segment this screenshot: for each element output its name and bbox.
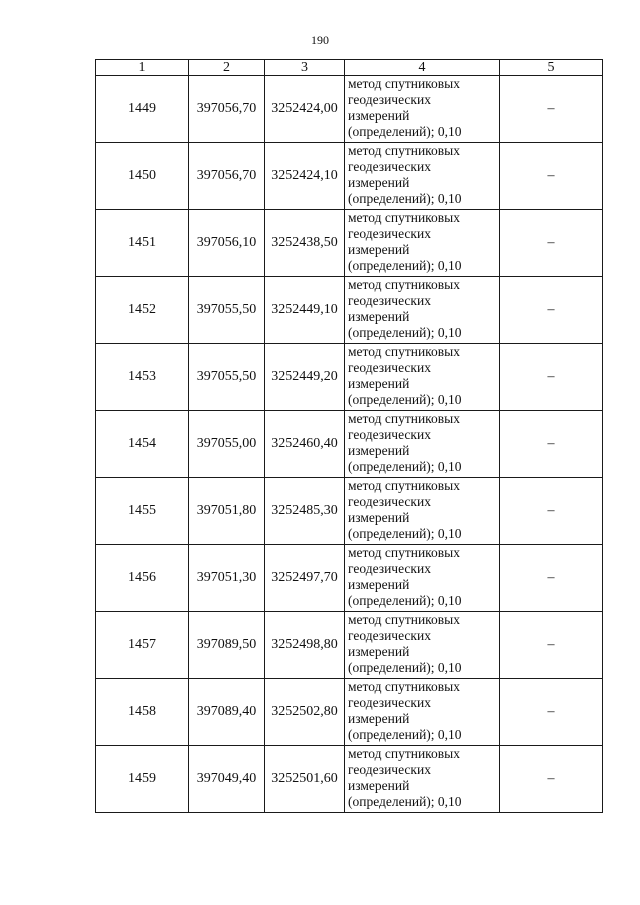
point-number-cell: 1457 bbox=[96, 612, 189, 679]
method-line: (определений); 0,10 bbox=[348, 191, 462, 206]
x-coordinate-cell: 397056,70 bbox=[189, 76, 265, 143]
table-row bbox=[96, 76, 603, 143]
method-line: (определений); 0,10 bbox=[348, 727, 462, 742]
table-row bbox=[96, 612, 603, 679]
column-header-3: 3 bbox=[265, 60, 345, 76]
note-cell: – bbox=[500, 411, 603, 478]
method-line: метод спутниковых bbox=[348, 746, 460, 761]
x-coordinate-cell: 397056,70 bbox=[189, 143, 265, 210]
x-coordinate-cell: 397056,10 bbox=[189, 210, 265, 277]
note-cell: – bbox=[500, 210, 603, 277]
method-cell bbox=[345, 411, 500, 478]
method-line: (определений); 0,10 bbox=[348, 593, 462, 608]
method-cell bbox=[345, 746, 500, 813]
method-cell bbox=[345, 679, 500, 746]
method-line: геодезических bbox=[348, 494, 431, 509]
method-line: геодезических bbox=[348, 159, 431, 174]
y-coordinate-cell: 3252498,80 bbox=[265, 612, 345, 679]
method-line: метод спутниковых bbox=[348, 545, 460, 560]
page-number: 190 bbox=[311, 33, 329, 47]
method-line: метод спутниковых bbox=[348, 344, 460, 359]
point-number-cell: 1451 bbox=[96, 210, 189, 277]
method-line: (определений); 0,10 bbox=[348, 325, 462, 340]
method-line: измерений bbox=[348, 443, 410, 458]
method-cell bbox=[345, 344, 500, 411]
x-coordinate-cell: 397055,50 bbox=[189, 344, 265, 411]
note-cell: – bbox=[500, 746, 603, 813]
coordinates-table bbox=[95, 59, 603, 813]
method-cell bbox=[345, 143, 500, 210]
method-cell bbox=[345, 277, 500, 344]
method-line: метод спутниковых bbox=[348, 143, 460, 158]
y-coordinate-cell: 3252449,20 bbox=[265, 344, 345, 411]
table-row bbox=[96, 344, 603, 411]
method-line: измерений bbox=[348, 175, 410, 190]
x-coordinate-cell: 397055,00 bbox=[189, 411, 265, 478]
column-header-2: 2 bbox=[189, 60, 265, 76]
method-line: геодезических bbox=[348, 92, 431, 107]
y-coordinate-cell: 3252485,30 bbox=[265, 478, 345, 545]
method-line: измерений bbox=[348, 309, 410, 324]
method-line: измерений bbox=[348, 510, 410, 525]
method-line: геодезических bbox=[348, 561, 431, 576]
point-number-cell: 1450 bbox=[96, 143, 189, 210]
method-cell bbox=[345, 210, 500, 277]
method-cell bbox=[345, 612, 500, 679]
method-line: метод спутниковых bbox=[348, 210, 460, 225]
table-row bbox=[96, 545, 603, 612]
method-line: (определений); 0,10 bbox=[348, 124, 462, 139]
method-line: метод спутниковых bbox=[348, 478, 460, 493]
y-coordinate-cell: 3252497,70 bbox=[265, 545, 345, 612]
point-number-cell: 1453 bbox=[96, 344, 189, 411]
table-row bbox=[96, 746, 603, 813]
method-line: (определений); 0,10 bbox=[348, 258, 462, 273]
method-line: метод спутниковых bbox=[348, 679, 460, 694]
table-row bbox=[96, 679, 603, 746]
x-coordinate-cell: 397051,80 bbox=[189, 478, 265, 545]
point-number-cell: 1449 bbox=[96, 76, 189, 143]
method-line: геодезических bbox=[348, 293, 431, 308]
method-line: метод спутниковых bbox=[348, 76, 460, 91]
method-line: (определений); 0,10 bbox=[348, 459, 462, 474]
method-line: геодезических bbox=[348, 695, 431, 710]
point-number-cell: 1455 bbox=[96, 478, 189, 545]
method-line: измерений bbox=[348, 376, 410, 391]
table-row bbox=[96, 277, 603, 344]
y-coordinate-cell: 3252424,00 bbox=[265, 76, 345, 143]
method-line: метод спутниковых bbox=[348, 277, 460, 292]
method-cell bbox=[345, 76, 500, 143]
method-line: (определений); 0,10 bbox=[348, 392, 462, 407]
method-line: геодезических bbox=[348, 762, 431, 777]
x-coordinate-cell: 397049,40 bbox=[189, 746, 265, 813]
column-header-1: 1 bbox=[96, 60, 189, 76]
method-cell bbox=[345, 478, 500, 545]
table-header bbox=[96, 60, 603, 76]
method-line: метод спутниковых bbox=[348, 411, 460, 426]
note-cell: – bbox=[500, 545, 603, 612]
x-coordinate-cell: 397089,40 bbox=[189, 679, 265, 746]
header-row bbox=[96, 60, 603, 76]
point-number-cell: 1456 bbox=[96, 545, 189, 612]
method-line: (определений); 0,10 bbox=[348, 660, 462, 675]
y-coordinate-cell: 3252460,40 bbox=[265, 411, 345, 478]
method-line: измерений bbox=[348, 778, 410, 793]
x-coordinate-cell: 397089,50 bbox=[189, 612, 265, 679]
x-coordinate-cell: 397051,30 bbox=[189, 545, 265, 612]
y-coordinate-cell: 3252424,10 bbox=[265, 143, 345, 210]
column-header-5: 5 bbox=[500, 60, 603, 76]
table-row bbox=[96, 411, 603, 478]
method-line: геодезических bbox=[348, 226, 431, 241]
method-line: геодезических bbox=[348, 427, 431, 442]
table-row bbox=[96, 143, 603, 210]
note-cell: – bbox=[500, 344, 603, 411]
y-coordinate-cell: 3252449,10 bbox=[265, 277, 345, 344]
note-cell: – bbox=[500, 612, 603, 679]
table-row bbox=[96, 478, 603, 545]
point-number-cell: 1454 bbox=[96, 411, 189, 478]
column-header-4: 4 bbox=[345, 60, 500, 76]
method-line: измерений bbox=[348, 711, 410, 726]
method-line: (определений); 0,10 bbox=[348, 526, 462, 541]
method-line: измерений bbox=[348, 242, 410, 257]
point-number-cell: 1452 bbox=[96, 277, 189, 344]
table-body bbox=[96, 76, 603, 813]
note-cell: – bbox=[500, 76, 603, 143]
note-cell: – bbox=[500, 277, 603, 344]
point-number-cell: 1458 bbox=[96, 679, 189, 746]
y-coordinate-cell: 3252438,50 bbox=[265, 210, 345, 277]
note-cell: – bbox=[500, 679, 603, 746]
y-coordinate-cell: 3252501,60 bbox=[265, 746, 345, 813]
method-line: геодезических bbox=[348, 360, 431, 375]
method-line: (определений); 0,10 bbox=[348, 794, 462, 809]
method-line: метод спутниковых bbox=[348, 612, 460, 627]
method-cell bbox=[345, 545, 500, 612]
x-coordinate-cell: 397055,50 bbox=[189, 277, 265, 344]
note-cell: – bbox=[500, 478, 603, 545]
note-cell: – bbox=[500, 143, 603, 210]
y-coordinate-cell: 3252502,80 bbox=[265, 679, 345, 746]
method-line: измерений bbox=[348, 108, 410, 123]
method-line: измерений bbox=[348, 644, 410, 659]
table-row bbox=[96, 210, 603, 277]
method-line: геодезических bbox=[348, 628, 431, 643]
point-number-cell: 1459 bbox=[96, 746, 189, 813]
method-line: измерений bbox=[348, 577, 410, 592]
